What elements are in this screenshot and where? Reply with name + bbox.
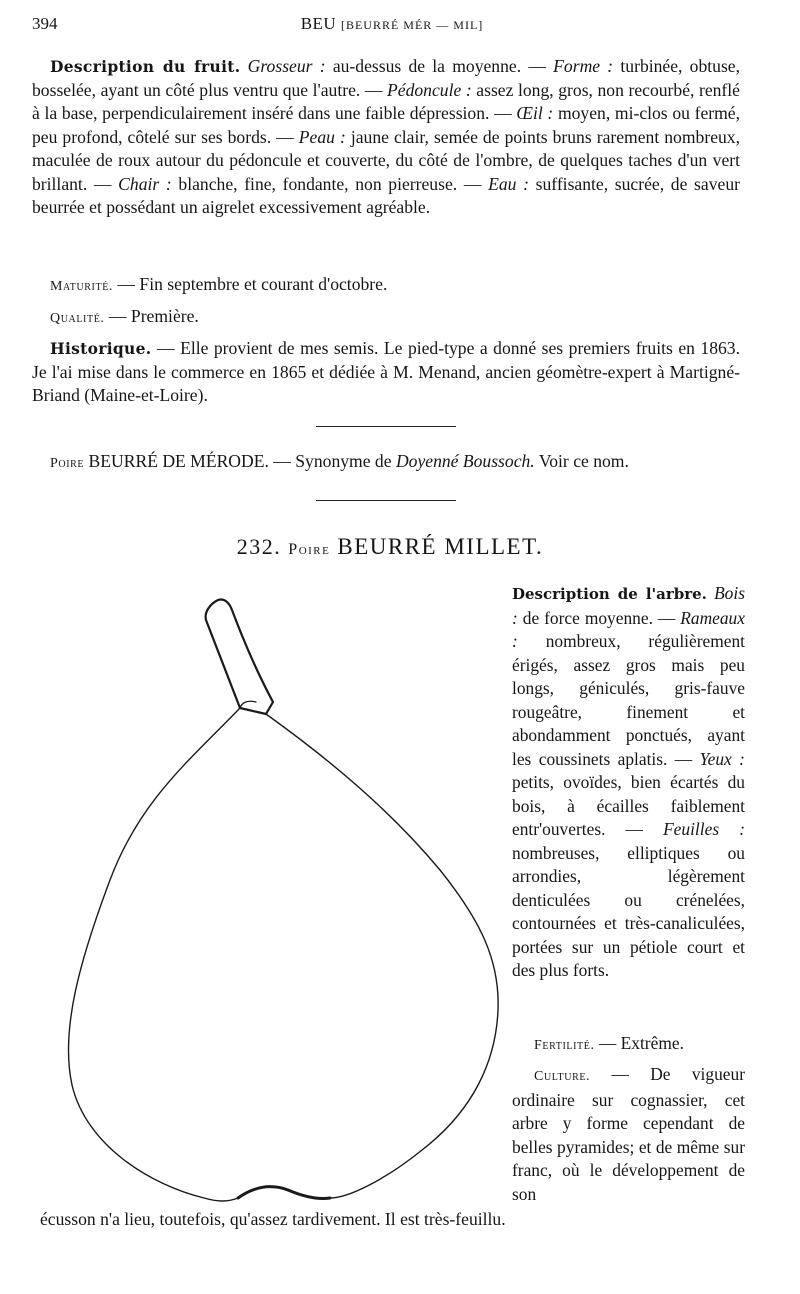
- oeil-text: moyen, mi-clos ou fermé, peu profond, côtelé sur ses bords. —: [32, 103, 740, 147]
- qualite-text: — Première.: [108, 306, 199, 326]
- feuilles-label: Feuilles :: [663, 819, 745, 839]
- peau-label: Peau :: [298, 126, 346, 147]
- rameaux-text: nombreux, régulièrement érigés, assez gros mais peu longs, géniculés, gris-fauve rougeâtre, finement et abondamment ponctués, ayant les coussinets aplatis. —: [512, 631, 745, 769]
- qualite-line: [32, 305, 740, 331]
- section-divider: [316, 426, 456, 427]
- entry-title: [0, 534, 780, 560]
- eau-text: suffisante, sucrée, de saveur beurrée et possédant un aigrelet excessivement agréable.: [32, 173, 740, 217]
- running-header: [32, 14, 752, 38]
- oeil-label: Œil :: [516, 103, 554, 123]
- synonym-target: Doyenné Boussoch.: [395, 451, 535, 471]
- synonym-suffix: Voir ce nom.: [538, 451, 629, 471]
- historique-paragraph: [32, 337, 740, 408]
- grosseur-label: Grosseur :: [247, 56, 326, 76]
- synonym-text: — Synonyme de: [273, 451, 392, 471]
- rameaux-label: Rameaux :: [512, 607, 745, 651]
- bois-label: Bois :: [512, 583, 745, 628]
- running-range: [BEURRÉ MÉR — MIL]: [340, 18, 484, 32]
- fertilite-text: — Extrême.: [598, 1033, 684, 1053]
- chair-text: blanche, fine, fondante, non pierreuse. —: [178, 173, 482, 194]
- forme-label: Forme :: [553, 56, 614, 76]
- historique-label: Historique.: [50, 339, 152, 358]
- feuilles-text: nombreuses, elliptiques ou arrondies, légèrement denticulées ou crénelées, contournées et très-canaliculées, portées sur un pétiole court et des plus forts.: [512, 842, 745, 980]
- pear-outline-icon: [30, 590, 510, 1210]
- yeux-label: Yeux :: [699, 748, 745, 769]
- fruit-description: [32, 55, 740, 220]
- page-number: 394: [32, 14, 58, 33]
- entry-number: 232.: [236, 534, 282, 559]
- culture-text: — De vigueur ordinaire sur cognassier, cet arbre y forme cependant de belles pyramides; et de même sur franc, où le développement de son: [512, 1064, 745, 1204]
- fertilite-line: [512, 1032, 745, 1058]
- synonym-name: BEURRÉ DE MÉRODE.: [88, 451, 269, 471]
- fertilite-label: Fertilité.: [534, 1038, 595, 1053]
- entry-prefix: Poire: [288, 541, 331, 558]
- entry-divider: [316, 500, 456, 501]
- tree-description-heading: Description de l'arbre.: [512, 585, 707, 603]
- tree-description: [512, 582, 745, 983]
- synonym-line: [32, 450, 740, 476]
- running-word: BEU: [300, 14, 337, 33]
- pedoncule-label: Pédoncule :: [387, 79, 472, 100]
- entry-name: BEURRÉ MILLET.: [337, 534, 544, 559]
- peau-text: jaune clair, semée de points bruns rarement nombreux, maculée de roux autour du pédoncule et couverte, du côté de l'ombre, de quelques taches d'un vert brillant. —: [32, 126, 740, 194]
- maturite-line: [32, 273, 740, 299]
- forme-text: turbinée, obtuse, bosselée, ayant un côté plus ventru que l'autre. —: [32, 56, 741, 100]
- pedoncule-text: assez long, gros, non recourbé, renflé à la base, perpendiculairement inséré dans une faible dépression. —: [32, 79, 740, 123]
- bois-text: de force moyenne. —: [522, 607, 676, 628]
- culture-label: Culture.: [534, 1069, 591, 1084]
- culture-continuation: écusson n'a lieu, toutefois, qu'assez tardivement. Il est très-feuillu.: [40, 1209, 506, 1229]
- maturite-label: Maturité.: [50, 279, 114, 294]
- chair-label: Chair :: [118, 173, 172, 194]
- synonym-prefix: Poire: [50, 456, 85, 471]
- running-title: [32, 14, 752, 34]
- qualite-label: Qualité.: [50, 311, 105, 326]
- culture-paragraph: [512, 1063, 745, 1206]
- grosseur-text: au-dessus de la moyenne. —: [332, 56, 546, 76]
- fruit-description-heading: Description du fruit.: [50, 57, 241, 76]
- yeux-text: petits, ovoïdes, bien écartés du bois, à écailles faiblement entr'ouvertes. —: [512, 772, 745, 839]
- historique-text: — Elle provient de mes semis. Le pied-type a donné ses premiers fruits en 1863. Je l'ai mise dans le commerce en 1865 et dédiée à M. Menand, ancien géomètre-expert à Martigné-Briand (Maine-et-Loire).: [32, 338, 740, 405]
- maturite-text: — Fin septembre et courant d'octobre.: [117, 274, 388, 294]
- eau-label: Eau :: [488, 173, 529, 194]
